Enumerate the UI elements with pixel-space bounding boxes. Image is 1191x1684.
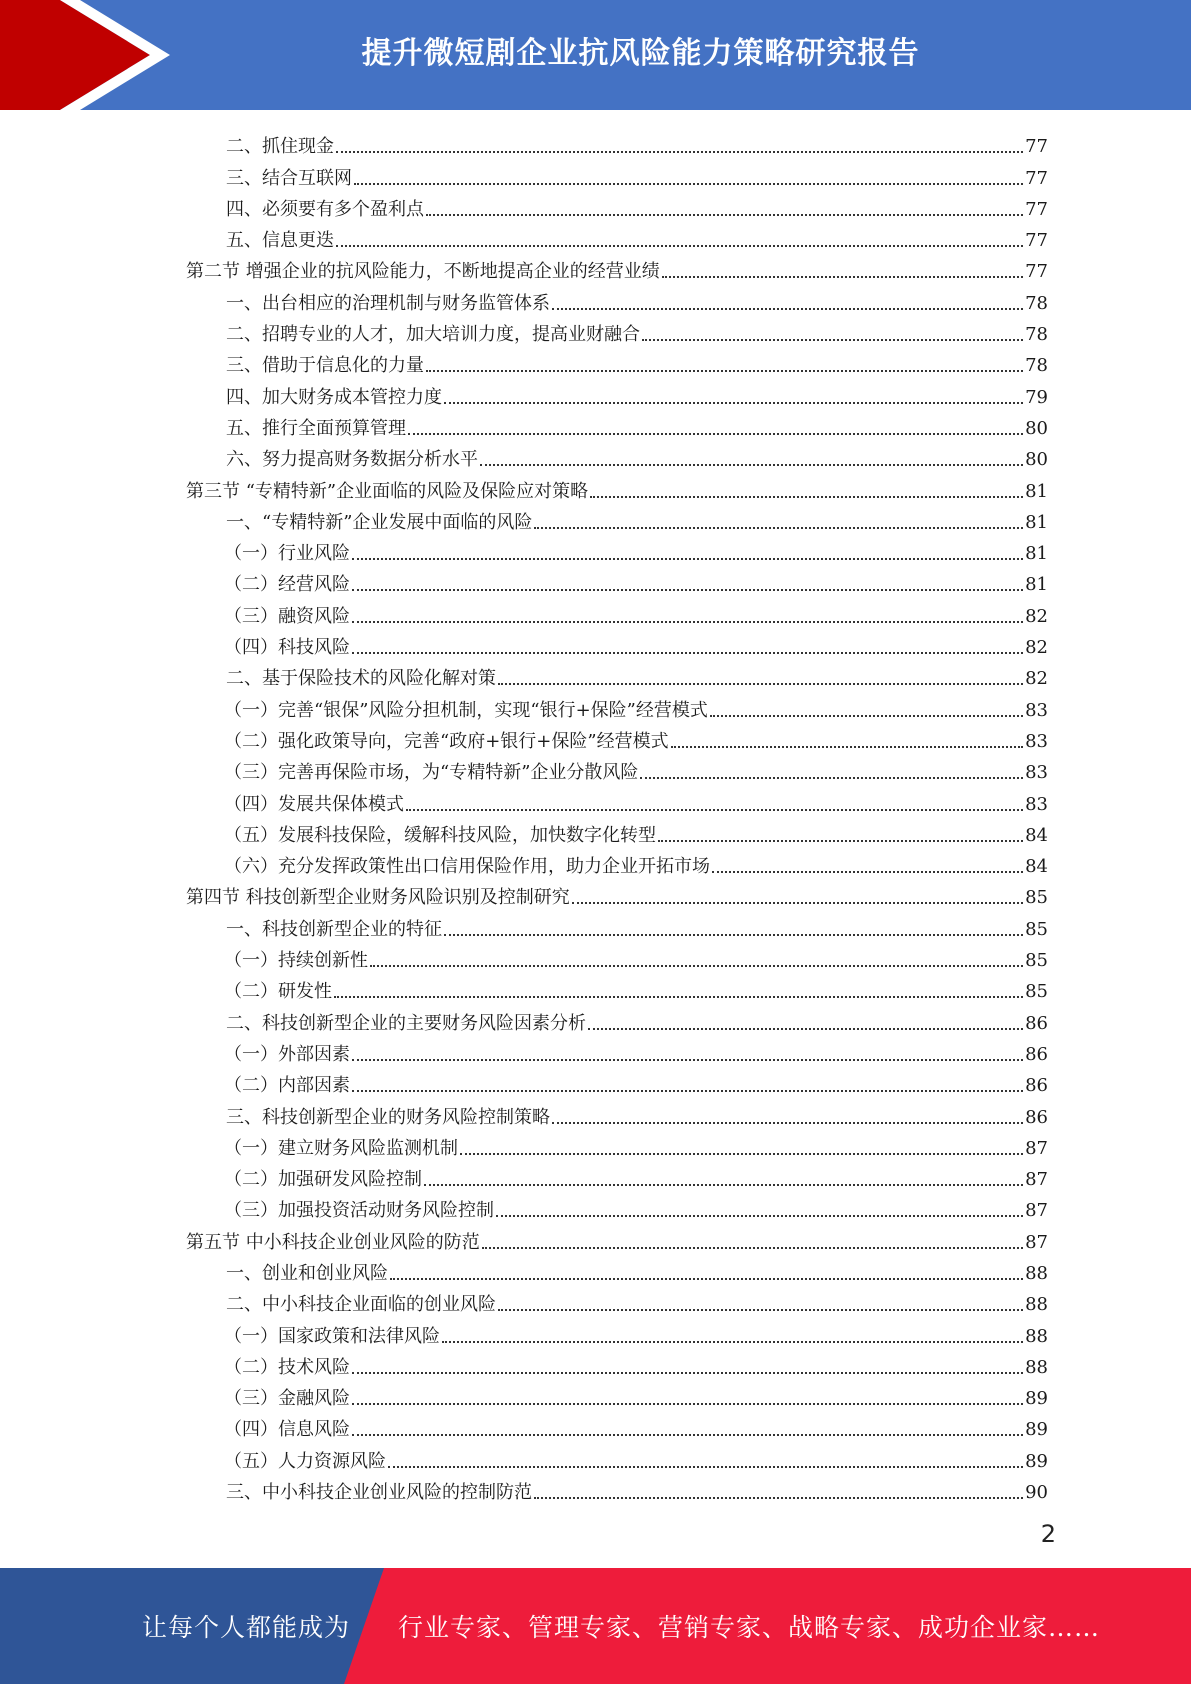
toc-entry-title: 四、必须要有多个盈利点 [226, 198, 424, 220]
toc-entry-title: 三、结合互联网 [226, 167, 352, 189]
toc-dot-leader [352, 1434, 1023, 1436]
toc-entry[interactable] [186, 377, 1048, 408]
document-title: 提升微短剧企业抗风险能力策略研究报告 [361, 36, 920, 71]
toc-entry[interactable] [186, 596, 1048, 627]
toc-entry-title: 二、基于保险技术的风险化解对策 [226, 668, 496, 690]
toc-entry[interactable] [186, 816, 1048, 847]
toc-entry[interactable] [186, 409, 1048, 440]
toc-entry-title: 第三节 “专精特新”企业面临的风险及保险应对策略 [186, 480, 589, 502]
toc-entry[interactable] [186, 1285, 1048, 1316]
toc-dot-leader [336, 245, 1023, 247]
toc-entry-page: 83 [1025, 793, 1048, 815]
table-of-contents [186, 127, 1048, 1504]
toc-entry-page: 87 [1025, 1231, 1048, 1253]
toc-dot-leader [534, 1497, 1023, 1499]
toc-entry-page: 86 [1025, 1012, 1048, 1034]
toc-entry[interactable] [186, 127, 1048, 158]
toc-entry-page: 86 [1025, 1106, 1048, 1128]
toc-entry-page: 84 [1025, 824, 1048, 846]
toc-entry-page: 87 [1025, 1200, 1048, 1222]
toc-entry[interactable] [186, 1348, 1048, 1379]
toc-dot-leader [352, 589, 1023, 591]
toc-dot-leader [496, 1215, 1023, 1217]
toc-entry[interactable] [186, 1473, 1048, 1504]
page-number: 2 [1040, 1520, 1056, 1548]
toc-entry-page: 81 [1025, 574, 1048, 596]
toc-entry-page: 77 [1025, 198, 1048, 220]
toc-entry-page: 78 [1025, 355, 1048, 377]
toc-entry-page: 89 [1025, 1388, 1048, 1410]
toc-entry[interactable] [186, 1097, 1048, 1128]
toc-entry-title: （五）发展科技保险，缓解科技风险，加快数字化转型 [224, 824, 656, 846]
toc-entry[interactable] [186, 753, 1048, 784]
toc-entry-page: 86 [1025, 1075, 1048, 1097]
toc-dot-leader [442, 1341, 1023, 1343]
toc-entry-page: 82 [1025, 668, 1048, 690]
toc-entry-title: 三、借助于信息化的力量 [226, 355, 424, 377]
toc-entry-title: 第五节 中小科技企业创业风险的防范 [186, 1231, 480, 1253]
toc-entry[interactable] [186, 1441, 1048, 1472]
toc-entry-title: （一）建立财务风险监测机制 [224, 1137, 458, 1159]
toc-entry-title: （六）充分发挥政策性出口信用保险作用，助力企业开拓市场 [224, 856, 710, 878]
toc-entry-page: 78 [1025, 324, 1048, 346]
toc-entry-page: 87 [1025, 1169, 1048, 1191]
toc-dot-leader [336, 151, 1023, 153]
toc-dot-leader [498, 1309, 1023, 1311]
toc-entry-title: （二）研发性 [224, 981, 332, 1003]
toc-entry-title: 六、努力提高财务数据分析水平 [226, 449, 478, 471]
toc-entry[interactable] [186, 471, 1048, 502]
toc-dot-leader [640, 777, 1023, 779]
toc-entry-page: 88 [1025, 1325, 1048, 1347]
toc-entry-title: （三）金融风险 [224, 1388, 350, 1410]
toc-entry-title: 二、抓住现金 [226, 136, 334, 158]
toc-entry-title: （四）科技风险 [224, 637, 350, 659]
toc-entry[interactable] [186, 252, 1048, 283]
toc-entry-page: 77 [1025, 261, 1048, 283]
toc-dot-leader [662, 276, 1023, 278]
toc-entry-title: 一、创业和创业风险 [226, 1262, 388, 1284]
toc-dot-leader [370, 965, 1023, 967]
toc-entry[interactable] [186, 440, 1048, 471]
toc-entry-title: （二）加强研发风险控制 [224, 1169, 422, 1191]
page-footer [0, 1568, 1191, 1684]
toc-entry[interactable] [186, 722, 1048, 753]
toc-entry-title: 第四节 科技创新型企业财务风险识别及控制研究 [186, 887, 570, 909]
toc-entry-title: 三、科技创新型企业的财务风险控制策略 [226, 1106, 550, 1128]
toc-entry-page: 82 [1025, 605, 1048, 627]
toc-dot-leader [352, 621, 1023, 623]
toc-entry-title: 二、招聘专业的人才，加大培训力度，提高业财融合 [226, 324, 640, 346]
page-header [0, 0, 1191, 110]
toc-entry[interactable] [186, 1254, 1048, 1285]
toc-dot-leader [671, 746, 1024, 748]
toc-entry[interactable] [186, 972, 1048, 1003]
toc-entry-title: 二、中小科技企业面临的创业风险 [226, 1294, 496, 1316]
toc-entry-page: 84 [1025, 856, 1048, 878]
toc-entry-page: 87 [1025, 1137, 1048, 1159]
toc-dot-leader [480, 464, 1023, 466]
toc-dot-leader [590, 496, 1023, 498]
toc-entry-title: （一）外部因素 [224, 1043, 350, 1065]
toc-dot-leader [658, 840, 1023, 842]
toc-dot-leader [552, 308, 1023, 310]
toc-entry[interactable] [186, 315, 1048, 346]
toc-entry[interactable] [186, 1066, 1048, 1097]
toc-entry[interactable] [186, 1410, 1048, 1441]
toc-entry[interactable] [186, 659, 1048, 690]
toc-entry-title: （二）内部因素 [224, 1075, 350, 1097]
toc-entry-page: 81 [1025, 511, 1048, 533]
toc-entry-page: 83 [1025, 762, 1048, 784]
toc-entry-title: （五）人力资源风险 [224, 1450, 386, 1472]
toc-entry-title: 第二节 增强企业的抗风险能力，不断地提高企业的经营业绩 [186, 261, 660, 283]
toc-dot-leader [424, 1184, 1023, 1186]
toc-dot-leader [352, 1059, 1023, 1061]
toc-entry[interactable] [186, 941, 1048, 972]
toc-entry-title: （四）发展共保体模式 [224, 793, 404, 815]
toc-entry-title: 三、中小科技企业创业风险的控制防范 [226, 1482, 532, 1504]
toc-entry[interactable] [186, 1222, 1048, 1253]
toc-entry-page: 85 [1025, 887, 1048, 909]
toc-entry-title: （一）行业风险 [224, 543, 350, 565]
toc-entry[interactable] [186, 690, 1048, 721]
toc-entry-title: 一、“专精特新”企业发展中面临的风险 [226, 511, 533, 533]
toc-entry-title: （三）融资风险 [224, 605, 350, 627]
footer-slogan-right: 行业专家、管理专家、营销专家、战略专家、成功企业家…… [398, 1613, 1101, 1642]
toc-entry[interactable] [186, 1160, 1048, 1191]
toc-entry[interactable] [186, 283, 1048, 314]
toc-entry[interactable] [186, 1003, 1048, 1034]
toc-entry-title: （二）技术风险 [224, 1356, 350, 1378]
toc-dot-leader [354, 183, 1023, 185]
toc-entry-title: 一、科技创新型企业的特征 [226, 918, 442, 940]
toc-entry-page: 78 [1025, 292, 1048, 314]
toc-entry[interactable] [186, 190, 1048, 221]
toc-entry-title: （四）信息风险 [224, 1419, 350, 1441]
toc-dot-leader [352, 1403, 1023, 1405]
toc-entry-page: 88 [1025, 1356, 1048, 1378]
toc-entry[interactable] [186, 346, 1048, 377]
toc-dot-leader [498, 683, 1023, 685]
toc-dot-leader [444, 934, 1023, 936]
toc-dot-leader [388, 1466, 1023, 1468]
toc-entry-page: 90 [1025, 1482, 1048, 1504]
toc-dot-leader [390, 1278, 1023, 1280]
toc-entry[interactable] [186, 1035, 1048, 1066]
toc-entry-title: 一、出台相应的治理机制与财务监管体系 [226, 292, 550, 314]
toc-entry-page: 85 [1025, 981, 1048, 1003]
toc-dot-leader [426, 214, 1023, 216]
toc-entry-page: 83 [1025, 699, 1048, 721]
toc-dot-leader [572, 902, 1023, 904]
toc-entry[interactable] [186, 1379, 1048, 1410]
toc-entry-page: 77 [1025, 136, 1048, 158]
toc-dot-leader [408, 433, 1023, 435]
toc-dot-leader [642, 339, 1023, 341]
toc-dot-leader [426, 370, 1023, 372]
toc-entry-title: （一）持续创新性 [224, 950, 368, 972]
toc-dot-leader [352, 1090, 1023, 1092]
toc-entry-page: 86 [1025, 1043, 1048, 1065]
toc-dot-leader [552, 1122, 1023, 1124]
toc-dot-leader [352, 652, 1023, 654]
toc-entry-title: 四、加大财务成本管控力度 [226, 386, 442, 408]
toc-entry[interactable] [186, 565, 1048, 596]
toc-entry-page: 80 [1025, 417, 1048, 439]
toc-entry[interactable] [186, 878, 1048, 909]
toc-entry-page: 85 [1025, 918, 1048, 940]
toc-entry[interactable] [186, 221, 1048, 252]
toc-entry-page: 88 [1025, 1294, 1048, 1316]
toc-entry-page: 89 [1025, 1450, 1048, 1472]
toc-entry-title: 五、推行全面预算管理 [226, 417, 406, 439]
toc-entry-page: 81 [1025, 480, 1048, 502]
toc-entry-title: （二）经营风险 [224, 574, 350, 596]
footer-slogan-left: 让每个人都能成为 [142, 1613, 351, 1642]
toc-entry[interactable] [186, 1129, 1048, 1160]
toc-entry[interactable] [186, 628, 1048, 659]
toc-entry-title: （一）完善“银保”风险分担机制，实现“银行+保险”经营模式 [224, 699, 708, 721]
toc-entry-page: 82 [1025, 637, 1048, 659]
toc-entry-page: 89 [1025, 1419, 1048, 1441]
toc-entry[interactable] [186, 847, 1048, 878]
toc-entry-page: 79 [1025, 386, 1048, 408]
toc-dot-leader [352, 1372, 1023, 1374]
toc-entry-page: 77 [1025, 230, 1048, 252]
toc-entry[interactable] [186, 909, 1048, 940]
toc-entry-title: （二）强化政策导向，完善“政府+银行+保险”经营模式 [224, 730, 669, 752]
toc-entry-page: 85 [1025, 950, 1048, 972]
toc-entry-page: 81 [1025, 543, 1048, 565]
toc-entry-page: 88 [1025, 1262, 1048, 1284]
toc-entry-page: 77 [1025, 167, 1048, 189]
toc-entry-title: 五、信息更迭 [226, 230, 334, 252]
toc-entry-page: 80 [1025, 449, 1048, 471]
toc-entry-title: （一）国家政策和法律风险 [224, 1325, 440, 1347]
toc-entry-title: （三）完善再保险市场，为“专精特新”企业分散风险 [224, 762, 639, 784]
toc-dot-leader [534, 527, 1023, 529]
toc-dot-leader [406, 809, 1023, 811]
toc-dot-leader [334, 996, 1023, 998]
toc-entry-title: 二、科技创新型企业的主要财务风险因素分析 [226, 1012, 586, 1034]
toc-entry[interactable] [186, 503, 1048, 534]
toc-dot-leader [460, 1153, 1023, 1155]
toc-dot-leader [482, 1247, 1023, 1249]
toc-entry-title: （三）加强投资活动财务风险控制 [224, 1200, 494, 1222]
toc-entry[interactable] [186, 1316, 1048, 1347]
toc-dot-leader [712, 871, 1023, 873]
toc-dot-leader [588, 1028, 1023, 1030]
toc-entry[interactable] [186, 534, 1048, 565]
toc-entry-page: 83 [1025, 730, 1048, 752]
toc-entry[interactable] [186, 1191, 1048, 1222]
toc-dot-leader [444, 402, 1023, 404]
toc-entry[interactable] [186, 158, 1048, 189]
toc-dot-leader [352, 558, 1023, 560]
toc-dot-leader [710, 715, 1023, 717]
toc-entry[interactable] [186, 784, 1048, 815]
